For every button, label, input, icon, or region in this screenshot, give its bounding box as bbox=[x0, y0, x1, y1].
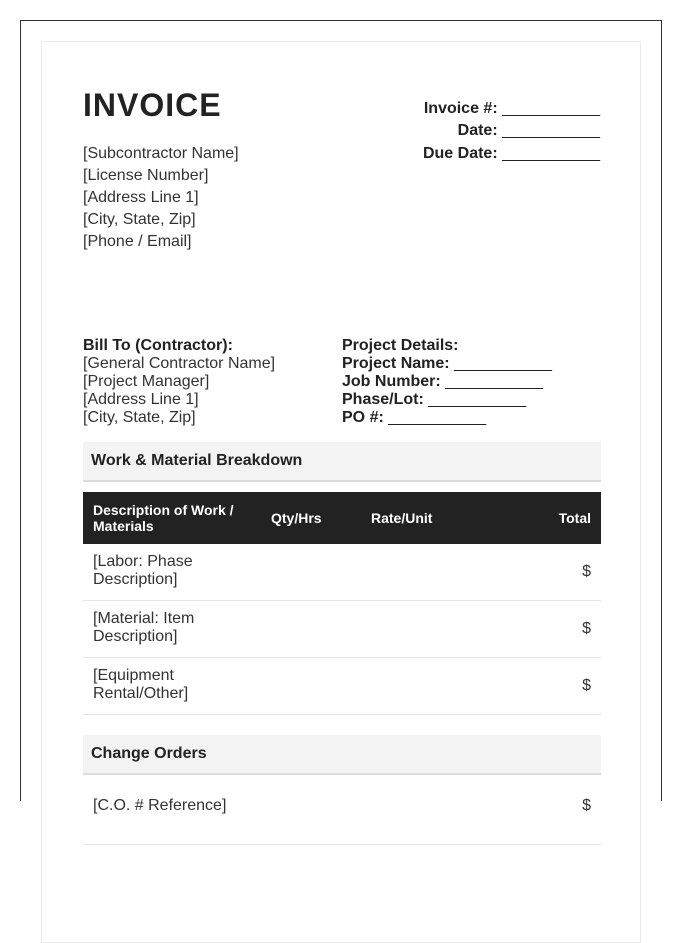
row-total: $ bbox=[582, 620, 591, 637]
bill-to-line: [General Contractor Name] bbox=[83, 355, 276, 372]
column-total: Total bbox=[558, 510, 591, 526]
bill-to-line: [City, State, Zip] bbox=[83, 409, 196, 426]
phase-lot-blank: ___________ bbox=[428, 391, 527, 408]
job-number-field bbox=[342, 373, 552, 391]
invoice-number-field bbox=[424, 98, 600, 120]
due-date-blank: ___________ bbox=[502, 145, 600, 162]
invoice-number-blank: ___________ bbox=[502, 100, 600, 117]
po-number-blank: ___________ bbox=[388, 409, 487, 426]
bill-to-line: [Address Line 1] bbox=[83, 391, 199, 408]
sender-address-line: [Address Line 1] bbox=[83, 189, 199, 206]
date-label: Date: bbox=[457, 122, 498, 139]
sender-city: [City, State, Zip] bbox=[83, 211, 196, 228]
date-field bbox=[458, 120, 600, 142]
project-name-label: Project Name: bbox=[342, 355, 450, 372]
row-total: $ bbox=[582, 677, 591, 694]
po-number-field bbox=[342, 409, 552, 427]
work-breakdown-title: Work & Material Breakdown bbox=[91, 452, 303, 469]
sender-address bbox=[83, 143, 239, 253]
column-qty: Qty/Hrs bbox=[271, 510, 322, 526]
bill-to-line: [Project Manager] bbox=[83, 373, 210, 390]
invoice-number-label: Invoice #: bbox=[423, 100, 498, 117]
sender-contact: [Phone / Email] bbox=[83, 233, 192, 250]
row-description: [C.O. # Reference] bbox=[93, 797, 227, 814]
phase-lot-field bbox=[342, 391, 552, 409]
date-blank: ___________ bbox=[502, 122, 600, 139]
change-orders-header bbox=[83, 735, 601, 775]
work-breakdown-header bbox=[83, 442, 601, 482]
table-row bbox=[83, 601, 601, 658]
row-total: $ bbox=[582, 797, 591, 814]
due-date-label: Due Date: bbox=[422, 145, 498, 162]
due-date-field bbox=[423, 143, 600, 165]
document-viewport bbox=[20, 20, 662, 814]
bill-to-block bbox=[83, 337, 275, 427]
job-number-label: Job Number: bbox=[342, 373, 441, 390]
sender-name: [Subcontractor Name] bbox=[83, 145, 239, 162]
work-table-header bbox=[83, 492, 601, 544]
bill-to-title: Bill To (Contractor): bbox=[83, 337, 233, 354]
phase-lot-label: Phase/Lot: bbox=[342, 391, 424, 408]
column-rate: Rate/Unit bbox=[371, 510, 433, 526]
po-number-label: PO #: bbox=[342, 409, 384, 426]
project-details-title: Project Details: bbox=[342, 337, 459, 354]
project-name-blank: ___________ bbox=[454, 355, 552, 372]
row-description: [Labor: Phase Description] bbox=[93, 553, 193, 588]
project-details-block bbox=[342, 337, 552, 427]
column-description: Description of Work / Materials bbox=[93, 502, 234, 534]
change-orders-title: Change Orders bbox=[91, 745, 207, 762]
table-row bbox=[83, 544, 601, 601]
row-total: $ bbox=[582, 563, 591, 580]
row-description: [Equipment Rental/Other] bbox=[93, 667, 189, 702]
table-row bbox=[83, 658, 601, 715]
table-row bbox=[83, 788, 601, 845]
invoice-title: INVOICE bbox=[83, 87, 222, 123]
row-description: [Material: Item Description] bbox=[93, 610, 195, 645]
invoice-page bbox=[41, 41, 641, 943]
project-name-field bbox=[342, 355, 552, 373]
job-number-blank: ___________ bbox=[445, 373, 544, 390]
sender-license: [License Number] bbox=[83, 167, 209, 184]
